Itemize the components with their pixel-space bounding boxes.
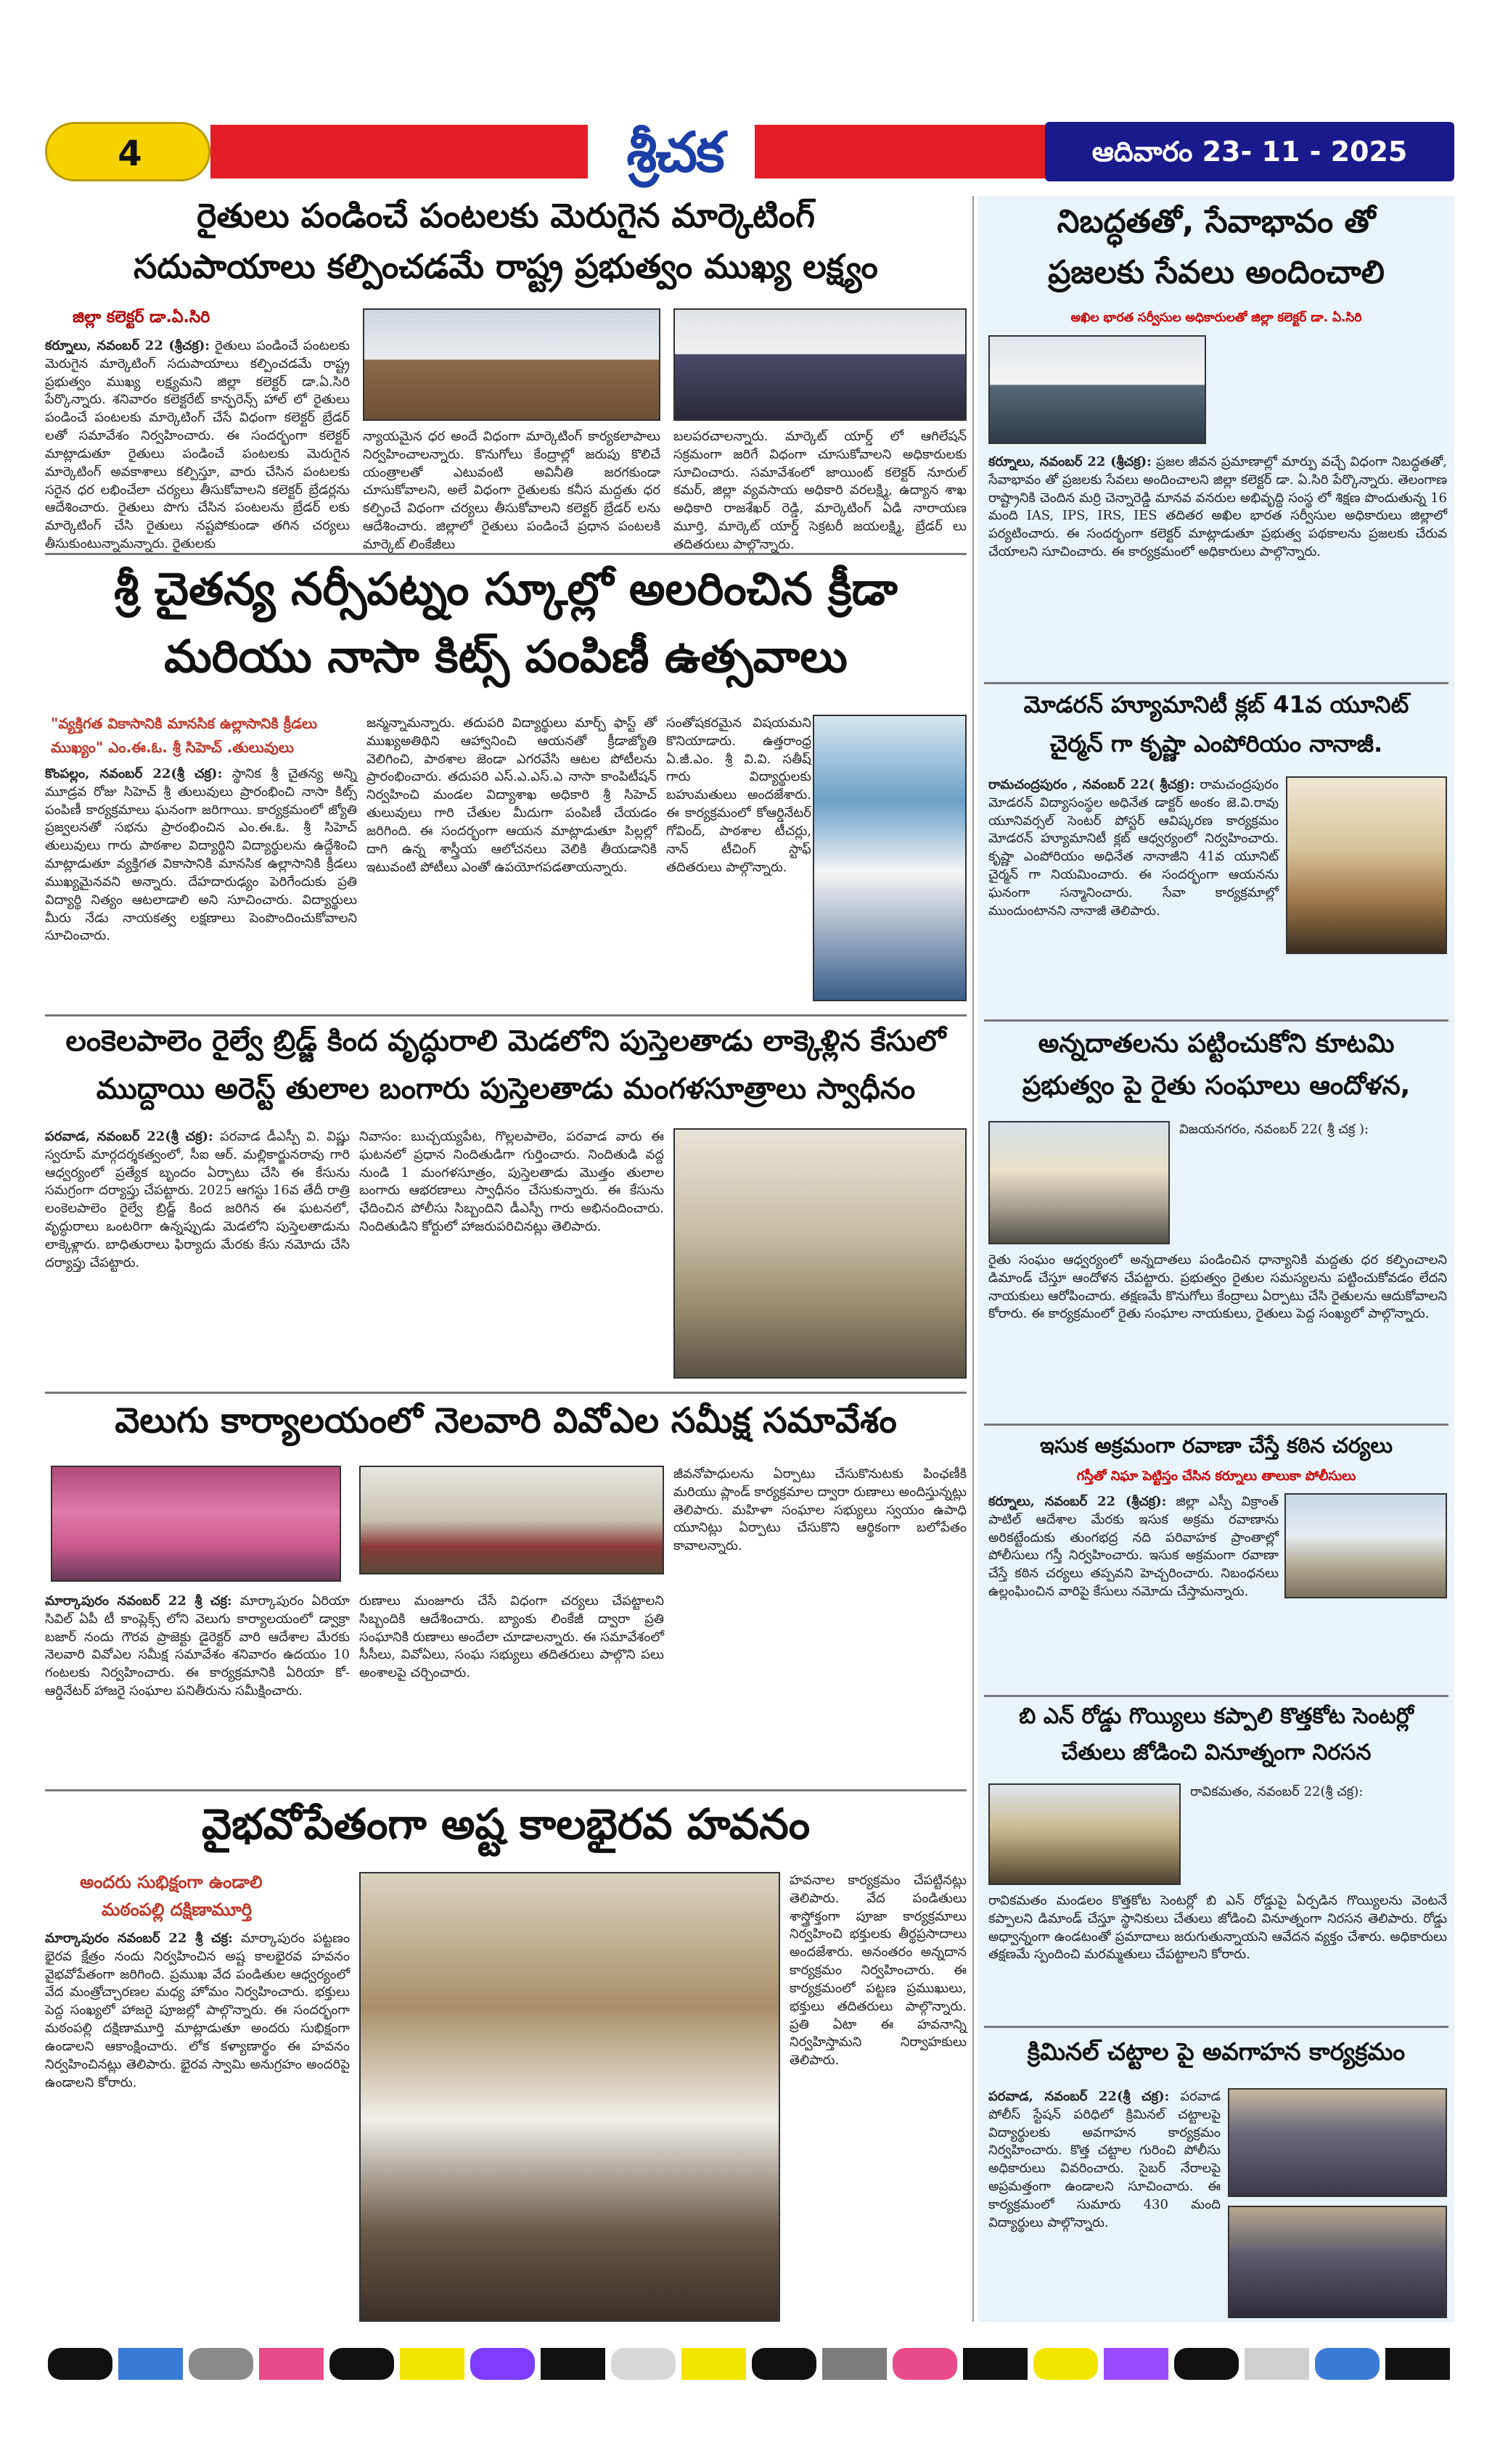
newspaper-logo: శ్రీచక	[626, 120, 724, 184]
sidebar-rule	[984, 1019, 1448, 1022]
color-swatch	[189, 2348, 253, 2380]
s6-headline: క్రిమినల్ చట్టాల పై అవగాహన కార్యక్రమం	[1027, 2037, 1406, 2066]
sidebar-rule	[984, 1424, 1448, 1426]
s2-text	[988, 776, 1279, 1016]
s3-headline-line2: ప్రభుత్వం పై రైతు సంఘాలు ఆందోళన,	[1022, 1071, 1411, 1101]
a4-dateline: మార్కాపురం నవంబర్ 22 శ్రీ చక్ర:	[45, 1593, 232, 1609]
a5-column-1	[45, 1930, 350, 2322]
color-swatch	[893, 2348, 957, 2380]
color-registration-bar	[45, 2348, 1453, 2380]
a5-col1-text: మార్కాపురం పట్టణం భైరవ క్షేత్రం నందు నిర్వహించిన అష్ట కాలభైరవ హవనం వైభవోపేతంగా జరిగింది. ప్రముఖ వేద పండితుల ఆధ్వర్యంలో వేద మంత్రోచ్చారణల మధ్య హోమం నిర్వహించారు. భక్తులు పెద్ద సంఖ్యలో హాజరై పూజల్లో పాల్గొన్నారు. ఈ సందర్భంగా మఠంపల్లి దక్షిణామూర్తి మాట్లాడుతూ అందరు సుభిక్షంగా ఉండాలని ఆకాంక్షించారు. లోక కళ్యాణార్థం ఈ హవనం నిర్వహించినట్లు తెలిపారు. భైరవ స్వామి అనుగ్రహం అందరిపై ఉండాలని కోరారు.	[45, 1931, 350, 2090]
s4-photo	[1284, 1493, 1447, 1598]
color-swatch	[822, 2348, 887, 2380]
s6-photo-2	[1228, 2206, 1447, 2318]
s5-headline-line2: చేతులు జోడించి వినూత్నంగా నిరసన	[1061, 1740, 1372, 1765]
s6-body: పరవాడ పోలీస్ స్టేషన్ పరిధిలో క్రిమినల్ చట్టాలపై విద్యార్థులకు అవగాహన కార్యక్రమం నిర్వహించారు. కొత్త చట్టాల గురించి పోలీసు అధికారులు వివరించారు. సైబర్ నేరాలపై అప్రమత్తంగా ఉండాలని సూచించారు. ఈ కార్యక్రమంలో సుమారు 430 మంది విద్యార్థులు పాల్గొన్నారు.	[988, 2089, 1221, 2230]
sidebar-rule	[984, 1695, 1448, 1697]
color-swatch	[681, 2348, 746, 2380]
a2-sub-line2: ముఖ్యం" ఎం.ఈ.ఓ. శ్రీ సిహెచ్ .తులువులు	[51, 739, 294, 756]
s2-photo	[1286, 776, 1447, 954]
a1-photo-meeting-1	[363, 308, 660, 421]
a4-photo-2	[359, 1466, 664, 1574]
s2-body: రామచంద్రపురం మోడరన్ విద్యాసంస్థల అధినేత డాక్టర్ అంకం జె.వి.రావు యూనివర్సల్ సెంటర్ పోస్టర్ ఆవిష్కరణ కార్యక్రమం మోడరన్ హ్యూమానిటీ క్లబ్ ఆధ్వర్యంలో నిర్వహించారు. కృష్ణా ఎంపోరియం అధినేత నానాజీని 41వ యూనిట్ చైర్మన్ గా నియమించారు. ఈ సందర్భంగా ఆయనను ఘనంగా సన్మానించారు. సేవా కార్యక్రమాల్లో ముందుంటానని నానాజీ తెలిపారు.	[988, 777, 1279, 919]
color-swatch	[611, 2348, 676, 2380]
s1-subheading: అఖిల భారత సర్వీసుల అధికారులతో జిల్లా కలెక్టర్ డా. ఏ.సిరి	[1070, 311, 1362, 325]
a3-column-1	[45, 1128, 350, 1382]
a1-column-3: బలపరచాలన్నారు. మార్కెట్ యార్డ్ లో ఆగిలేషన్ సక్రమంగా జరిగే విధంగా చూసుకోవాలని అధికారులకు సూచించారు. సమావేశంలో జాయింట్ కలెక్టర్ నూరుల్ కమర్, జిల్లా వ్యవసాయ అధికారి వరలక్ష్మి, ఉద్యాన శాఖ అధికారి రాజశేఖర్ రెడ్డి, మార్కెటింగ్ ఏడి నారాయణ మూర్తి, మార్కెట్ యార్డ్ సెక్రటరీ జయలక్ష్మి, బ్రేడర్ లు తదితరులు పాల్గొన్నారు.	[673, 429, 967, 552]
s4-headline: ఇసుక అక్రమంగా రవాణా చేస్తే కఠిన చర్యలు	[1039, 1433, 1393, 1458]
a1-headline-line2: సదుపాయాలు కల్పించడమే రాష్ట్ర ప్రభుత్వం ముఖ్య లక్ష్యం	[134, 247, 878, 286]
section-rule	[45, 1014, 967, 1017]
s3-headline-line1: అన్నదాతలను పట్టించుకోని కూటమి	[1038, 1029, 1395, 1059]
section-rule	[45, 1392, 967, 1394]
section-rule	[45, 553, 967, 555]
a2-dateline: కొంపల్లం, నవంబర్ 22(శ్రీ చక్ర):	[45, 766, 223, 781]
sidebar-rule	[984, 682, 1448, 684]
color-swatch	[259, 2348, 324, 2380]
s5-dateline: రావికమతం, నవంబర్ 22(శ్రీ చక్ర):	[1190, 1784, 1364, 1799]
color-swatch	[329, 2348, 394, 2380]
a1-dateline: కర్నూలు, నవంబర్ 22 (శ్రీచక్ర):	[45, 338, 210, 353]
a3-dateline: పరవాడ, నవంబర్ 22(శ్రీ చక్ర):	[45, 1129, 213, 1144]
color-swatch	[470, 2348, 535, 2380]
color-swatch	[400, 2348, 464, 2380]
s6-dateline: పరవాడ, నవంబర్ 22(శ్రీ చక్ర):	[988, 2089, 1170, 2104]
a2-headline-line1: శ్రీ చైతన్య నర్సీపట్నం స్కూల్లో అలరించిన క్రీడా	[114, 562, 898, 615]
a4-column-2: రుణాలు మంజూరు చేసే విధంగా చర్యలు చేపట్టాలని సిబ్బందికి ఆదేశించారు. బ్యాంకు లింకేజీ ద్వారా ప్రతి సంఘానికి రుణాలు అందేలా చూడాలన్నారు. ఈ సమావేశంలో సీసీలు, వివోఏలు, సంఘ సభ్యులు తదితరులు పాల్గొని పలు అంశాలపై చర్చించారు.	[359, 1593, 664, 1681]
a5-headline: వైభవోపేతంగా అష్ట కాలభైరవ హవనం	[201, 1799, 811, 1849]
a2-column-1	[45, 765, 357, 1005]
s6-photo-1	[1228, 2088, 1447, 2197]
a4-col1-text: మార్కాపురం ఏరియా సివిల్ ఏపీ టీ కాంప్లెక్స్ లోని వెలుగు కార్యాలయంలో డ్వాక్రా బజార్ నందు గౌరవ ప్రాజెక్టు డైరెక్టర్ వారి ఆదేశాల మేరకు నెలవారి వివోఎల సమీక్ష సమావేశం శనివారం ఉదయం 10 గంటలకు నిర్వహించారు. ఈ కార్యక్రమానికి ఏరియా కో-ఆర్డినేటర్ హాజరై సంఘాల పనితీరును సమీక్షించారు.	[45, 1593, 350, 1699]
a4-headline: వెలుగు కార్యాలయంలో నెలవారి వివోఎల సమీక్ష సమావేశం	[115, 1400, 897, 1441]
a3-col1-text: పరవాడ డీఎస్పీ వి. విష్ణు స్వరూప్ మార్గదర్శకత్వంలో, సీఐ ఆర్. మల్లికార్జునరావు గారి ఆధ్వర్యంలో ప్రత్యేక బృందం ఏర్పాటు చేసి ఈ కేసును సమగ్రంగా దర్యాప్తు చేపట్టారు. 2025 ఆగస్టు 16వ తేదీ రాత్రి లంకెలపాలెం రైల్వే బ్రిడ్జ్ కింద జరిగిన ఈ ఘటనలో, వృద్ధురాలు ఒంటరిగా ఉన్నప్పుడు మెడలోని పుస్తెలతాడును లాక్కెళ్లారు. బాధితురాలు ఫిర్యాదు మేరకు కేసు నమోదు చేసి దర్యాప్తు చేపట్టారు.	[45, 1129, 350, 1270]
color-swatch	[118, 2348, 183, 2380]
color-swatch	[541, 2348, 605, 2380]
s5-text: రావికమతం మండలం కొత్తకోట సెంటర్లో బి ఎన్ రోడ్డుపై ఏర్పడిన గొయ్యిలను వెంటనే కప్పాలని డిమాండ్ చేస్తూ స్థానికులు చేతులు జోడించి వినూత్నంగా నిరసన తెలిపారు. రోడ్డు అధ్వాన్నంగా ఉండటంతో ప్రమాదాలు జరుగుతున్నాయని ఆవేదన వ్యక్తం చేశారు. అధికారులు తక్షణమే స్పందించి మరమ్మతులు చేపట్టాలని కోరారు.	[988, 1893, 1447, 1963]
color-swatch	[752, 2348, 816, 2380]
a5-sub-line2: మఠంపల్లి దక్షిణామూర్తి	[102, 1900, 253, 1920]
a5-photo-havan	[359, 1872, 780, 2322]
a3-column-2: నివాసం: బుచ్చయ్యపేట, గొల్లలపాలెం, పరవాడ వారు ఈ ఘటనలో ప్రధాన నిందితుడిగా గుర్తించారు. నిందితుడి వద్ద నుండి 1 మంగళసూత్రం, పుస్తెలతాడు మొత్తం తులాల బంగారు ఆభరణాలు స్వాధీనం చేసుకున్నారు. ఈ కేసును ఛేదించిన పోలీసు సిబ్బందిని డీఎస్పీ గారు అభినందించారు. నిందితుడిని కోర్టులో హాజరుపరిచినట్లు తెలిపారు.	[359, 1129, 664, 1235]
a2-column-2: జన్మన్నామన్నారు. తదుపరి విద్యార్థులు మార్చ్ ఫాస్ట్ తో ముఖ్యఅతిథిని ఆహ్వానించి ఆయనతో క్రీడాజ్యోతి వెలిగించి, పాఠశాల జెండా ఎగరవేసి ఆటల పోటీలను ప్రారంభించారు. తదుపరి ఎస్.ఎ.ఎస్.ఎ నాసా కాంపిటీషన్ నిర్వహించి మండల విద్యాశాఖ అధికారి శ్రీ సిహెచ్ తులువులు గారి చేతుల మీదుగా పంపిణీ చేయడం జరిగింది. ఈ సందర్భంగా ఆయన మాట్లాడుతూ పిల్లల్లో దాగి ఉన్న శాస్త్రీయ ఆలోచనలు వెలికి తీయడానికి ఇటువంటి పోటీలు ఎంతో ఉపయోగపడతాయన్నారు.	[366, 715, 657, 875]
a2-sub-line1: "వ్యక్తిగత వికాసానికి మానసిక ఉల్లాసానికి క్రీడలు	[51, 715, 318, 732]
a1-column-2: న్యాయమైన ధర అందే విధంగా మార్కెటింగ్ కార్యకలాపాలు నిర్వహించాలన్నారు. కొనుగోలు కేంద్రాల్లో జరుపు కొలిచే యంత్రాలతో ఎటువంటి అవినీతి జరగకుండా చూసుకోవాలని, అలే విధంగా రైతులకు కనీస మద్దతు ధర కల్పించే విధంగా చర్యలు తీసుకోవాలని కలెక్టర్ బ్రేడర్ లను ఆదేశించారు. జిల్లాలో రైతులు పండించే ప్రధాన పంటలకి మార్కెట్ లింకేజీలు	[363, 429, 660, 552]
masthead-red-band-right	[755, 125, 1045, 178]
s5-headline-line1: బి ఎన్ రోడ్డు గొయ్యిలు కప్పాలి కొత్తకోట సెంటర్లో	[1019, 1704, 1414, 1729]
a4-photo-1	[51, 1466, 341, 1582]
color-swatch	[48, 2348, 112, 2380]
a3-headline-line1: లంకెలపాలెం రైల్వే బ్రిడ్జ్ కింద వృద్ధురాలి మెడలోని పుస్తెలతాడు లాక్కెళ్లిన కేసులో	[65, 1024, 946, 1058]
a1-headline-line1: రైతులు పండించే పంటలకు మెరుగైన మార్కెటింగ్	[197, 196, 815, 235]
column-divider	[972, 196, 974, 2322]
s3-text: రైతు సంఘం ఆధ్వర్యంలో అన్నదాతలు పండించిన ధాన్యానికి మద్దతు ధర కల్పించాలని డిమాండ్ చేస్తూ ఆందోళన చేపట్టారు. ప్రభుత్వం రైతుల సమస్యలను పట్టించుకోవడం లేదని నాయకులు ఆరోపించారు. తక్షణమే కొనుగోలు కేంద్రాలు ఏర్పాటు చేసి రైతులను ఆదుకోవాలని కోరారు. ఈ కార్యక్రమంలో రైతు సంఘాల నాయకులు, రైతులు పెద్ద సంఖ్యలో పాల్గొన్నారు.	[988, 1252, 1447, 1322]
section-rule	[45, 1789, 967, 1791]
a1-col1-text: రైతులు పండించే పంటలకు మెరుగైన మార్కెటింగ్ సదుపాయాలు కల్పించడమే రాష్ట్ర ప్రభుత్వం ముఖ్య లక్ష్యమని జిల్లా కలెక్టర్ డా.ఏ.సిరి పేర్కొన్నారు. శనివారం కలెక్టరేట్ కాన్ఫరెన్స్ హాల్ లో రైతులు పండించే పంటలకు మార్కెటింగ్ చేసే విధంగా కలెక్టర్ బ్రేడర్ లతో సమావేశం నిర్వహించారు. ఈ సందర్భంగా కలెక్టర్ మాట్లాడుతూ రైతులు పండించే పంటలకు మెరుగైన మార్కెటింగ్ అవకాశాలు కల్పిస్తూ, వారు చేసిన పంటలకు సరైన ధర లభించేలా చర్యలు తీసుకోవాలని కలెక్టర్ బ్రేడర్లను ఆదేశించారు. రైతులు పొగు చేసిన పంటలను బ్రేడర్ లకు మార్కెటింగ్ చేసి రైతులు నష్టపోకుండా తగిన చర్యలు తీసుకుంటున్నామన్నారు. రైతులకు	[45, 338, 350, 552]
color-swatch	[1104, 2348, 1168, 2380]
color-swatch	[1033, 2348, 1098, 2380]
a2-column-3: సంతోషకరమైన విషయమని కొనియాడారు. ఉత్తరాంధ్ర ఏ.జీ.ఎం. శ్రీ వి.వి. సతీష్ గారు విద్యార్థులకు బహుమతులు అందజేశారు. ఈ కార్యక్రమంలో కోఆర్డినేటర్ గోవింద్, పాఠశాల టీచర్లు, నాన్ టీచింగ్ స్టాఫ్ తదితరులు పాల్గొన్నారు.	[666, 715, 811, 875]
page-number: 4	[118, 134, 142, 174]
a5-sub-line1: అందరు సుభిక్షంగా ఉండాలి	[80, 1872, 263, 1892]
a4-column-3: జీవనోపాధులను ఏర్పాటు చేసుకొనుటకు పింఛణీకి మరియు ప్లాండ్ కార్యక్రమాల ద్వారా రుణాలు అందిస్తున్నట్లు తెలిపారు. మహిళా సంఘాల సభ్యులు స్వయం ఉపాధి యూనిట్లు ఏర్పాటు చేసుకొని ఆర్థికంగా బలోపేతం కావాలన్నారు.	[673, 1466, 967, 1554]
a1-column-1	[45, 337, 350, 552]
issue-date: ఆదివారం 23- 11 - 2025	[1045, 122, 1454, 181]
a2-headline-line2: మరియు నాసా కిట్స్ పంపిణీ ఉత్సవాలు	[164, 630, 848, 683]
page-number-badge	[45, 122, 210, 181]
a5-column-2: హవనాల కార్యక్రమం చేపట్టినట్లు తెలిపారు. వేద పండితులు శాస్త్రోక్తంగా పూజా కార్యక్రమాలు నిర్వహించి భక్తులకు తీర్థప్రసాదాలు అందజేశారు. అనంతరం అన్నదాన కార్యక్రమం నిర్వహించారు. ఈ కార్యక్రమంలో పట్టణ ప్రముఖులు, భక్తులు తదితరులు పాల్గొన్నారు. ప్రతి ఏటా ఈ హవనాన్ని నిర్వహిస్తామని నిర్వాహకులు తెలిపారు.	[790, 1873, 967, 2069]
s1-dateline: కర్నూలు, నవంబర్ 22 (శ్రీచక్ర):	[988, 454, 1152, 469]
color-swatch	[1385, 2348, 1450, 2380]
s1-photo	[988, 335, 1206, 444]
color-swatch	[963, 2348, 1028, 2380]
s1-headline-line2: ప్రజలకు సేవలు అందించాలి	[1048, 254, 1385, 291]
s2-headline-line2: చైర్మన్ గా కృష్ణా ఎంపోరియం నానాజీ.	[1049, 730, 1383, 757]
a4-column-1	[45, 1593, 350, 1781]
sidebar-rule	[984, 2026, 1448, 2028]
color-swatch	[1315, 2348, 1380, 2380]
s2-dateline: రామచంద్రపురం , నవంబర్ 22( శ్రీచక్ర):	[988, 777, 1195, 792]
s6-text	[988, 2088, 1221, 2320]
s4-subheading: గస్తీతో నిఘా పెట్టిస్తం చేసిన కర్నూలు తాలుకా పోలీసులు	[1076, 1469, 1356, 1484]
a2-col1-text: స్థానిక శ్రీ చైతన్య అన్ని మూడ్రవ రోజు సిహెచ్ శ్రీ తులువులు ప్రారంభించి నాసా కిట్స్ పంపిణీ కార్యక్రమాలు ఘనంగా జరిగాయి. కార్యక్రమంలో జ్యోతి ప్రజ్వలనతో సభను ప్రారంభించిన ఎం.ఈ.ఓ. శ్రీ సిహెచ్ తులువులు గారు పాఠశాల విద్యార్థిని విద్యార్థులను ఉద్దేశించి మాట్లాడుతూ వ్యక్తిగత వికాసానికి మానసిక ఉల్లాసానికి క్రీడలు ముఖ్యమైనవని అన్నారు. దేహదారుఢ్యం పెరిగేందుకు ప్రతి విద్యార్థి నిత్యం ఆటలాడాలి అని సూచించారు. విద్యార్థులు మీరు నేడు నాయకత్వ లక్షణాలు పెంపొందించుకోవాలని సూచించారు.	[45, 766, 357, 944]
a3-headline-line2: ముద్దాయి అరెస్ట్ తులాల బంగారు పుస్తెలతాడు మంగళసూత్రాలు స్వాధీనం	[96, 1072, 916, 1106]
a1-byline: జిల్లా కలెక్టర్ డా.ఏ.సిరి	[73, 308, 210, 327]
s4-text	[988, 1493, 1279, 1689]
a5-dateline: మార్కాపురం నవంబర్ 22 శ్రీ చక్ర:	[45, 1931, 233, 1946]
color-swatch	[1245, 2348, 1309, 2380]
s4-dateline: కర్నూలు, నవంబర్ 22 (శ్రీచక్ర):	[988, 1494, 1167, 1509]
s3-photo	[988, 1121, 1170, 1244]
a2-photo-nasa-kits	[813, 715, 967, 1001]
s3-text-top: విజయనగరం, నవంబర్ 22( శ్రీ చక్ర ):	[1179, 1122, 1369, 1137]
masthead-red-band-left	[210, 125, 588, 178]
s4-body: జిల్లా ఎస్పీ విక్రాంత్ పాటిల్ ఆదేశాల మేరకు ఇసుక అక్రమ రవాణాను అరికట్టేందుకు తుంగభద్ర నది పరివాహక ప్రాంతాల్లో పోలీసులు గస్తీ నిర్వహించారు. ఇసుక అక్రమంగా రవాణా చేస్తే కఠిన చర్యలు తప్పవని హెచ్చరించారు. నిబంధనలు ఉల్లంఘించిన వారిపై కేసులు నమోదు చేస్తామన్నారు.	[988, 1494, 1279, 1600]
color-swatch	[1174, 2348, 1239, 2380]
s1-text	[988, 453, 1447, 678]
s5-photo	[988, 1783, 1181, 1885]
s2-headline-line1: మోడరన్ హ్యూమానిటీ క్లబ్ 41వ యూనిట్	[1023, 691, 1409, 718]
a3-photo-police	[673, 1128, 967, 1379]
s1-body: ప్రజల జీవన ప్రమాణాల్లో మార్పు వచ్చే విధంగా నిబద్ధతతో, సేవాభావం తో ప్రజలకు సేవలు అందించాలని జిల్లా కలెక్టర్ డా. ఏ.సిరి పేర్కొన్నారు. తెలంగాణ రాష్ట్రానికి చెందిన మర్రి చెన్నారెడ్డి మానవ వనరుల అభివృద్ధి సంస్థ లో శిక్షణ పొందుతున్న 16 మంది IAS, IPS, IRS, IES తదితర అఖిల భారత సర్వీసుల అధికారులు జిల్లాలో పర్యటించారు. ఈ సందర్భంగా కలెక్టర్ మాట్లాడుతూ ప్రభుత్వ పథకాలను ప్రజలకు చేరువ చేయాలని సూచించారు. ఈ కార్యక్రమంలో అధికారులు పాల్గొన్నారు.	[988, 454, 1447, 560]
a1-photo-meeting-2	[673, 308, 967, 421]
s1-headline-line1: నిబద్ధతతో, సేవాభావం తో	[1057, 203, 1376, 240]
